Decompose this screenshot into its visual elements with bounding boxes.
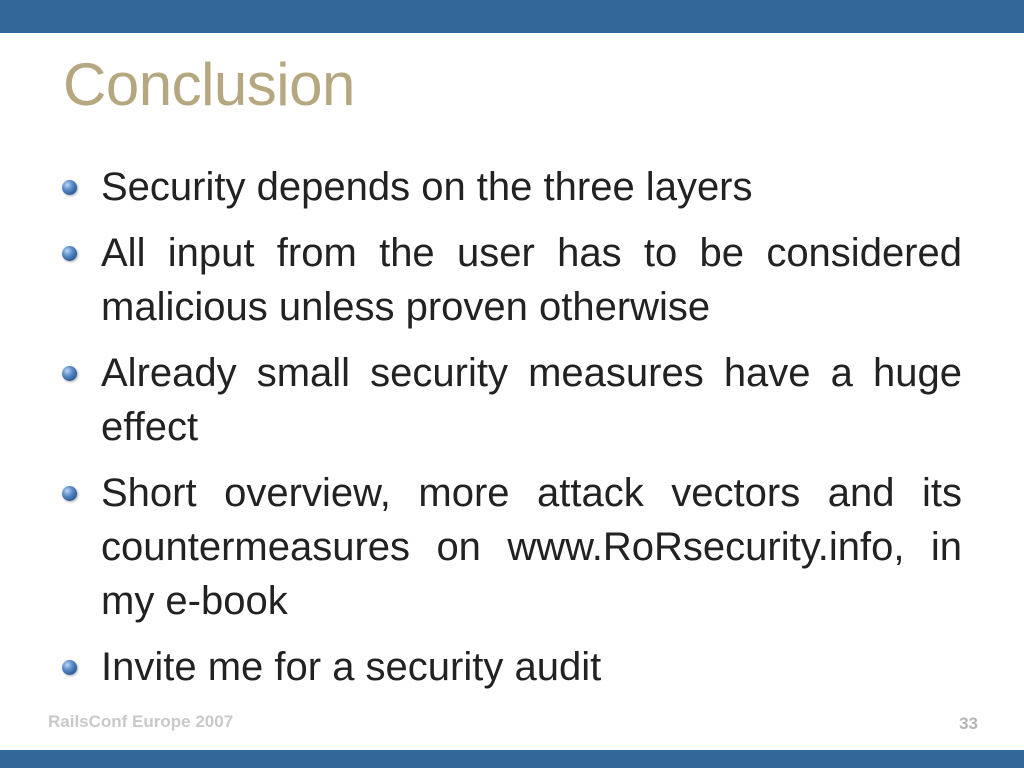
bullet-item [60,466,962,628]
bullet-item [60,346,962,454]
bullet-text: Security depends on the three layers [101,165,753,209]
slide-title: Conclusion [63,51,355,118]
bullet-sphere-icon [62,246,77,261]
bullet-text: Short overview, more attack vectors and its countermeasures on www.RoRsecurity.info, in my e-book [101,471,962,623]
bullet-sphere-icon [62,180,77,195]
bullet-text: Invite me for a security audit [101,645,602,689]
bullet-list [60,160,962,706]
bullet-item [60,226,962,334]
header-bar [0,0,1024,33]
footer-bar [0,750,1024,768]
bullet-item [60,640,962,694]
footer-conference-label: RailsConf Europe 2007 [48,712,234,731]
bullet-sphere-icon [62,366,77,381]
bullet-item [60,160,962,214]
bullet-sphere-icon [62,660,77,675]
slide-page-number: 33 [959,714,978,733]
bullet-text: All input from the user has to be considered malicious unless proven otherwise [101,231,962,329]
bullet-text: Already small security measures have a huge effect [101,351,962,449]
bullet-sphere-icon [62,486,77,501]
